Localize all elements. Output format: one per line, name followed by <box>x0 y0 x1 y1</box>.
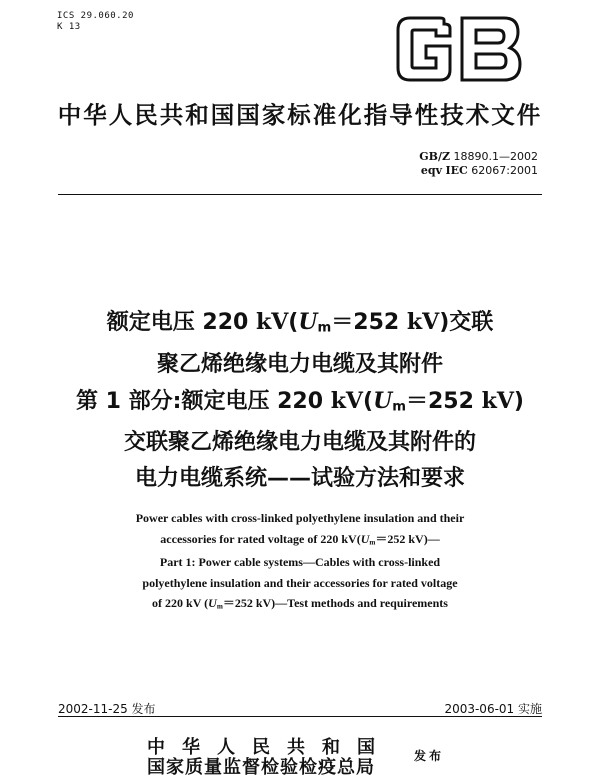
eqv-value: 62067:2001 <box>471 164 538 177</box>
english-title-line-5: of 220 kV ($U_m=252$ kV)—Test methods and requirements <box>152 596 448 611</box>
chinese-title-line-1: 额定电压 220 $kV(U_m=252$ kV)交联 <box>106 309 494 336</box>
english-title-line-3: Part 1: Power cable systems—Cables with cross-linked <box>159 555 441 570</box>
equivalent-standard <box>419 164 538 178</box>
bottom-divider <box>58 716 542 717</box>
publisher-line-2: 国家质量监督检验检疫总局 <box>147 757 375 778</box>
publisher-line-1: 中华人民共和国 <box>147 737 392 758</box>
eqv-label: eqv <box>420 164 442 177</box>
standard-number-block <box>419 150 538 178</box>
gb-logo-letter-b <box>462 18 520 80</box>
chinese-title-line-4: 交联聚乙烯绝缘电力电缆及其附件的 <box>123 430 476 456</box>
gb-logo <box>392 14 524 84</box>
standard-prefix: GB/Z <box>419 150 451 163</box>
english-title-line-1: Power cables with cross-linked polyethylene insulation and their <box>135 511 465 525</box>
chinese-title-line-5: 电力电缆系统——试验方法和要求 <box>134 466 465 492</box>
classification-codes <box>57 11 134 33</box>
chinese-title-line-3: 第 1 部分:额定电压 220 $kV(U_m=252$ kV) <box>76 387 524 415</box>
top-divider <box>58 194 542 195</box>
gb-logo-letter-g <box>398 18 450 80</box>
implementation-date: 2003-06-01 实施 <box>444 702 542 716</box>
english-title <box>0 508 600 617</box>
standard-value: 18890.1—2002 <box>453 150 538 163</box>
chinese-title <box>0 304 600 497</box>
eqv-std: IEC <box>445 164 468 177</box>
english-title-line-2: accessories for rated voltage of 220 $kV(U_m=252$ kV)— <box>160 531 440 546</box>
publish-label: 发布 <box>414 749 445 763</box>
standard-number <box>419 150 538 164</box>
ccs-code: K 13 <box>57 22 81 32</box>
ics-code: ICS 29.060.20 <box>57 11 134 21</box>
publisher <box>147 738 392 778</box>
document-type-heading: 中华人民共和国国家标准化指导性技术文件 <box>57 101 543 129</box>
chinese-title-line-2: 聚乙烯绝缘电力电缆及其附件 <box>156 351 443 377</box>
issue-date: 2002-11-25 发布 <box>58 702 156 716</box>
english-title-line-4: polyethylene insulation and their accessories for rated voltage <box>142 575 458 590</box>
